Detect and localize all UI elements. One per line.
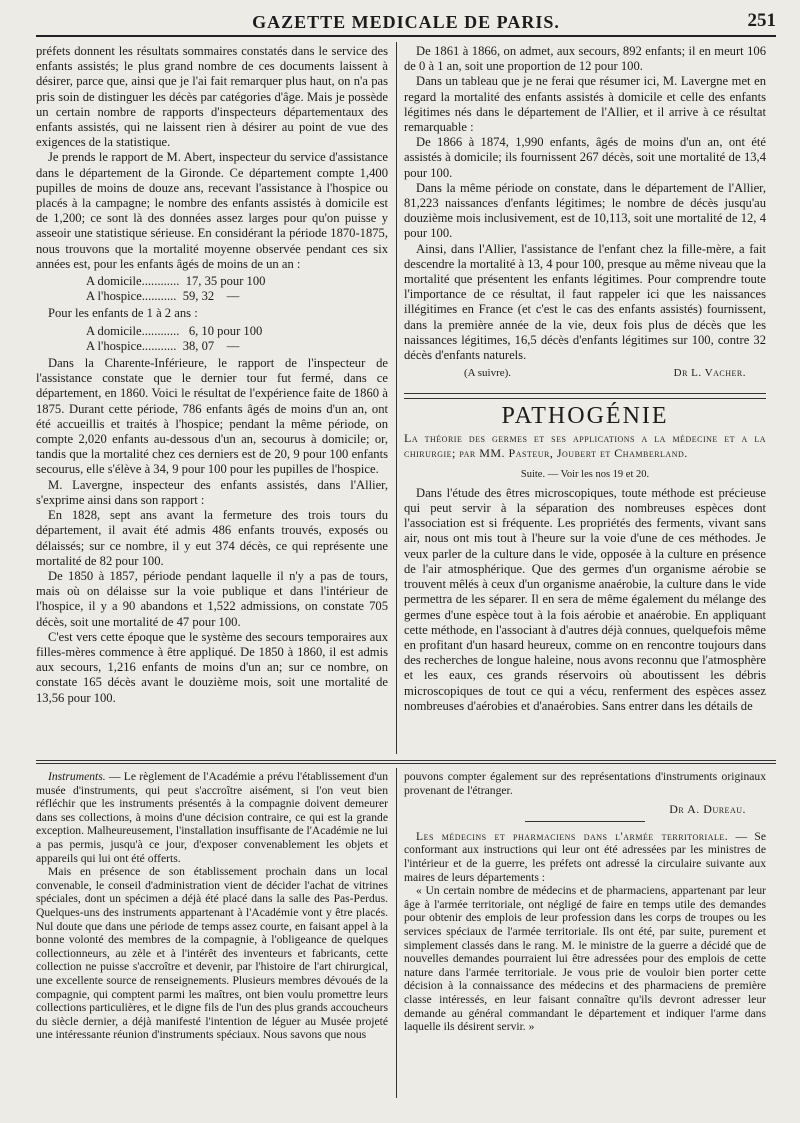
paragraph: Dans un tableau que je ne ferai que résumer ici, M. Lavergne met en regard la mortalité des enfants assistés à domicile et celle des enfants légitimes nés dans le département de l'Allier, et il arrive à ce résultat remarquable : [404, 74, 766, 135]
paragraph: De 1850 à 1857, période pendant laquelle il n'y a pas de tours, mais où on délaisse sur la voie publique et dans l'intérieur de l'hospice, il y a 90 abandons et 1,522 admissions, on constate 705 décès, soit une mortalité de 47 pour 100. [36, 568, 388, 629]
section-divider [36, 760, 776, 761]
paragraph: — Le règlement de l'Académie a prévu l'établissement d'un musée d'instruments, qui peut s'accroître aisément, si l'on veut bien réfléchir que les instruments présentés à la compagnie doivent demeurer dans ses collections, à moins d'une décision contraire, ce qui est la grande exception. Malheureusement, l'installation insuffisante de l'Académie ne lui a pas permis, jusqu'à ce jour, d'exposer convenablement les objets et appareils qui lui ont été offerts. [36, 770, 388, 865]
paragraph: — Se conformant aux instructions qui leur ont été adressées par les ministres de l'intérieur et de la guerre, les préfets ont adressé la circulaire suivante aux maires de leurs départements : [404, 829, 766, 884]
quoted-circular: « Un certain nombre de médecins et de pharmaciens, appartenant par leur âge à l'armée territoriale, ont négligé de faire en temps utile des demandes pour obtenir des emplois de leur profession dans les corps de troupes ou les services spéciaux de l'armée territoriale. Ils ont été, par suite, purement et simplement classés dans le rang. M. le ministre de la guerre a décidé que de nouvelles demandes pourraient lui être adressées pour des emplois de cette nature dans l'armée territoriale. Je vous prie de vouloir bien porter cette décision à la connaissance des médecins et des pharmaciens de première classe intéressés, en leur faisant connaître qu'ils devront adresser leur demande au général commandant le département et indiquer l'arme dans laquelle ils désirent servir. » [404, 884, 766, 1034]
left-column [36, 44, 388, 706]
journal-title: GAZETTE MEDICALE DE PARIS. [252, 12, 560, 32]
paragraph: Pour les enfants de 1 à 2 ans : [48, 306, 198, 321]
page-number: 251 [747, 10, 776, 31]
paragraph: pouvons compter également sur des représentations d'instruments originaux provenant de l'étranger. [404, 770, 766, 797]
paragraph: De 1866 à 1874, 1,990 enfants, âgés de moins d'un an, ont été assistés à domicile; ils fournissent 267 décès, soit une mortalité de 13,4 pour 100. [404, 135, 766, 180]
paragraph: Mais en présence de son établissement prochain dans un local convenable, le conseil d'administration vient de décider l'achat de vitrines spéciales, dont un spécimen a déjà été placé dans la salle des Pas-Perdus. Quelques-uns des instruments appartenant à l'Académie vont y être placés. Nul doute que dans une période de temps assez courte, en faisant appel à la bonne volonté des membres de la compagnie, à l'obligeance de quelques collectionneurs, au zèle et à l'intérêt des inventeurs et fabricants, cette collection ne puisse s'accroître et devenir, par l'histoire de l'art chirurgical, une excellente source de renseignements. Plusieurs membres dévoués de la compagnie, qui comptent parmi les maîtres, ont bien voulu promettre leurs collections particulières, et le digne fils de l'un des plus grands accoucheurs du siècle dernier, a déjà manifesté l'intention de léguer au Musée projeté une intéressante réunion d'instruments spéciaux. Nous savons que nous [36, 865, 388, 1042]
a-suivre: (A suivre). [464, 367, 512, 380]
section-rule [404, 393, 766, 399]
short-rule [525, 821, 645, 822]
table-row: A domicile............ 17, 35 pour 100 [86, 274, 266, 289]
paragraph: De 1861 à 1866, on admet, aux secours, 892 enfants; il en meurt 106 de 0 à 1 an, soit une proportion de 12 pour 100. [404, 44, 766, 74]
item-label: Instruments. [48, 770, 106, 783]
mortality-table-1 [36, 274, 388, 304]
paragraph: Je prends le rapport de M. Abert, inspecteur du service d'assistance dans le département de la Gironde. Ce département compte 1,400 pupilles de moins de douze ans, recevant l'assistance à l'hospice ou placés à la campagne; le nombre des enfants assistés à domicile est de 1,200; ce sont là des données assez larges pour qu'on puisse y asseoir une statistique sérieuse. En considérant la période 1870-1875, nous trouvons que la mortalité moyenne observée pendant ces six années est, pour les enfants âgés de moins de un an : [36, 150, 388, 271]
bottom-right-column [404, 770, 766, 1034]
paragraph: Ainsi, dans l'Allier, l'assistance de l'enfant chez la fille-mère, a fait descendre la mortalité à 13, 4 pour 100, presque au même niveau que la mortalité que présentent les enfants légitimes. Pour comprendre toute l'importance de ce résultat, il faut rappeler ici que les naissances illégitimes en France (et c'est le cas des enfants assistés) fournissent, dans la première année de la vie, deux fois plus de décès que les naissances légitimes, 16,5 décès d'enfants légitimes sur 100, contre 32 décès d'enfants naturels. [404, 241, 766, 363]
article-end [404, 366, 766, 381]
column-divider [396, 768, 397, 1098]
table-row: A l'hospice........... 38, 07 — [86, 338, 240, 353]
table-row: A domicile............ 6, 10 pour 100 [86, 323, 263, 338]
right-column [404, 44, 766, 714]
table-row: A l'hospice........... 59, 32 — [86, 289, 240, 304]
bottom-left-column [36, 770, 388, 1042]
page-header [36, 6, 776, 36]
author-signature: Dr L. Vacher. [673, 367, 746, 380]
paragraph: En 1828, sept ans avant la fermeture des trois tours du département, il avait été admis 486 enfants trouvés, exposés ou délaissés; sur ce nombre, il y eut 374 décès, ce qui représente une mortalité de 82 pour 100. [36, 508, 388, 568]
paragraph: M. Lavergne, inspecteur des enfants assistés, dans l'Allier, s'exprime ainsi dans son rapport : [36, 477, 388, 507]
author-signature: Dr A. Dureau. [669, 802, 746, 817]
paragraph: Dans la Charente-Inférieure, le rapport de l'inspecteur de l'assistance constate que le dernier tour fut fermé, dans ce département, en 1860. Voici le résultat de l'expérience faite de 1860 à 1875. Durant cette période, 786 enfants âgés de moins d'un an, ont été accueillis et traités à l'hospice; pendant la même période, on compte 2,020 enfants au-dessous d'un an, secourus à domicile; or, tandis que la mortalité chez ces derniers est de 20, 9 pour 100 enfants secourus, elle s'élève à 34, 9 pour 100 pour les pupilles de l'hospice. [36, 356, 388, 477]
section-heading: PATHOGÉNIE [501, 403, 669, 430]
article-title: La théorie des germes et ses applications a la médecine et a la chirurgie; par MM. Pasteur, Joubert et Chamberland. [404, 430, 766, 460]
paragraph: Dans la même période on constate, dans le département de l'Allier, 81,223 naissances d'enfants légitimes; le nombre de décès jusqu'au douzième mois inclusivement, est de 10,113, soit une mortalité de 12, 4 pour 100. [404, 180, 766, 241]
paragraph: C'est vers cette époque que le système des secours temporaires aux filles-mères commence à être appliqué. De 1850 à 1860, il est admis aux secours, 1,216 enfants de moins d'un an; sur ce nombre, on constate 165 décès avant le douzième mois, soit une mortalité de 13,56 pour 100. [36, 629, 388, 705]
section-divider [36, 763, 776, 764]
paragraph: Dans l'étude des êtres microscopiques, toute méthode est précieuse qui peut servir à la séparation des nombreuses espèces dont l'association est si fréquente. Les propriétés des ferments, vivant sans air, nous ont mis tout à l'heure sur la voie d'une de ces méthodes. Je veux parler de la culture dans le vide, opposée à la culture en présence de l'air atmosphérique. Que des germes d'un organisme aérobie se trouvent mêlés à ceux d'un organisme anaérobie, la culture dans le vide permettra de les séparer. Il en sera de même également du mélange des germes d'une espèce tout à la fois aérobie et anaérobie. En appliquant cette méthode, en l'associant à d'autres déjà connues, quelquefois même en profitant d'un hasard heureux, comme on en rencontre toujours dans des recherches de longue haleine, nous avons reconnu que l'atmosphère et les eaux, ces grands réservoirs où aboutissent les débris microscopiques de tout ce qui a vécu, renferment des espèces assez nombreuses d'aérobies et d'anaérobies. Sans entrer dans les détails de [404, 485, 766, 713]
continuation-note: Suite. — Voir les nos 19 et 20. [520, 468, 650, 480]
header-rule [36, 35, 776, 37]
column-divider [396, 42, 397, 754]
mortality-table-2 [36, 324, 388, 354]
paragraph: préfets donnent les résultats sommaires constatés dans le service des enfants assistés; le plus grand nombre de ces documents laissent à désirer, parce que, ainsi que je l'ai fait remarquer plus haut, on n'a pas pris soin de distinguer les décès par catégories d'âge. Mais je possède un certain nombre de rapports d'inspecteurs départementaux des enfants assistés, qui ne laissent rien à désirer au point de vue des exigences de la statistique. [36, 44, 388, 150]
item-label: Les médecins et pharmaciens dans l'armée territoriale. [416, 829, 729, 843]
